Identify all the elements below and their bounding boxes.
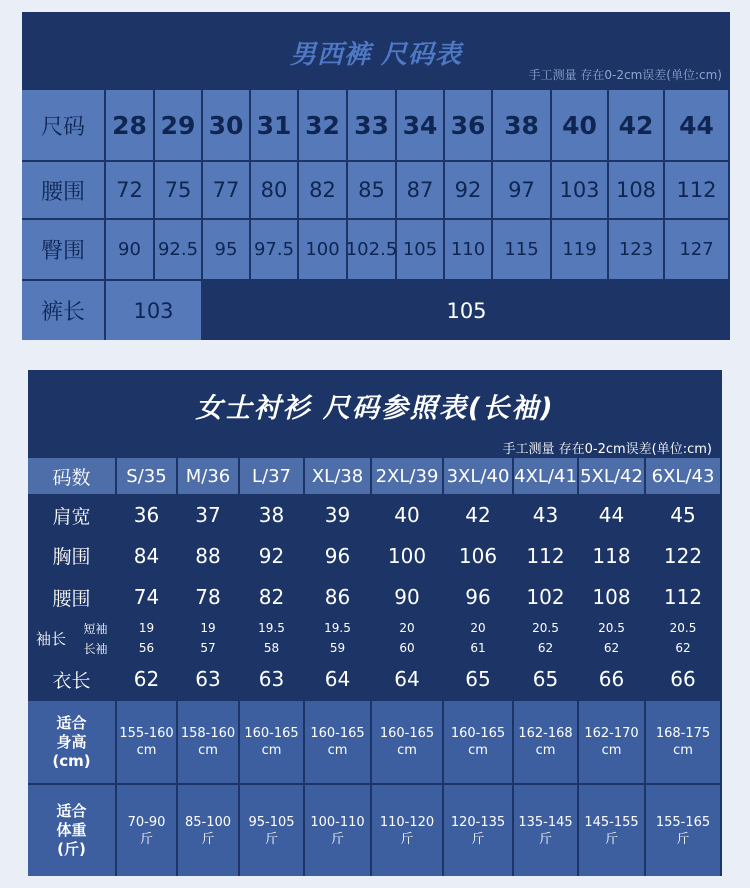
pants-sizes-cell: 44	[665, 90, 728, 160]
pants-hip-cell: 90	[106, 220, 153, 279]
weight-cell	[579, 785, 644, 876]
pants-sizes-cell: 30	[203, 90, 249, 160]
shirt-chest-label: 胸围	[28, 536, 115, 575]
pants-waist-cell: 75	[155, 162, 201, 218]
weight-range: 70-90	[127, 814, 166, 830]
shirt-chest-cell: 96	[305, 536, 370, 575]
shirt-waist-cell: 96	[444, 577, 512, 617]
pants-waist-cell: 97	[493, 162, 550, 218]
height-unit: cm	[397, 743, 417, 758]
pants-sizes-cell: 40	[552, 90, 607, 160]
pants-sizes-cell: 38	[493, 90, 550, 160]
weight-cell	[372, 785, 442, 876]
short-sleeve-cell: 20	[372, 619, 442, 637]
height-unit: cm	[136, 743, 157, 758]
weight-range: 145-155	[584, 814, 639, 830]
pants-hip-cell: 119	[552, 220, 607, 279]
height-unit: cm	[468, 743, 488, 758]
height-range: 162-168	[518, 726, 573, 741]
pants-sizes-cell: 31	[251, 90, 297, 160]
shirt-chest-cell: 118	[579, 536, 644, 575]
weight-range: 85-100	[184, 814, 232, 830]
pants-waist-cell: 85	[348, 162, 395, 218]
shirt-waist-cell: 112	[646, 577, 720, 617]
shirt-shoulder-cell: 37	[178, 496, 238, 534]
short-sleeve-cell: 20.5	[514, 619, 577, 637]
height-cell	[305, 701, 370, 783]
pants-hip-cell: 97.5	[251, 220, 297, 279]
height-cell	[117, 701, 176, 783]
pants-sizes-cell: 32	[299, 90, 346, 160]
shirt-sizes-cell: 6XL/43	[646, 458, 720, 494]
shirt-shoulder-cell: 43	[514, 496, 577, 534]
height-label-line: (cm)	[52, 751, 91, 770]
shirt-length-cell: 64	[305, 659, 370, 699]
shirt-shoulder-cell: 36	[117, 496, 176, 534]
height-range: 160-165	[244, 726, 299, 741]
short-sleeve-cell: 19	[178, 619, 238, 637]
height-row-label	[28, 701, 115, 783]
weight-unit: 斤	[471, 831, 485, 847]
height-unit: cm	[535, 743, 556, 758]
pants-length-cell: 103	[106, 281, 201, 340]
waist-row-label: 腰围	[22, 162, 104, 218]
shirt-waist-cell: 82	[240, 577, 303, 617]
pants-waist-cell: 87	[397, 162, 443, 218]
shirt-length-label: 衣长	[28, 659, 115, 699]
pants-sizes-cell: 34	[397, 90, 443, 160]
shirt-sizes-cell: M/36	[178, 458, 238, 494]
height-cell	[372, 701, 442, 783]
shirt-chest-cell: 112	[514, 536, 577, 575]
shirt-sizes-cell: 3XL/40	[444, 458, 512, 494]
shirt-length-cell: 65	[514, 659, 577, 699]
pants-waist-cell: 77	[203, 162, 249, 218]
height-cell	[579, 701, 644, 783]
pants-hip-cell: 123	[609, 220, 663, 279]
shirt-sizes-cell: S/35	[117, 458, 176, 494]
weight-cell	[305, 785, 370, 876]
short-sleeve-cell: 20	[444, 619, 512, 637]
weight-unit: 斤	[676, 831, 690, 847]
shirt-waist-label: 腰围	[28, 577, 115, 617]
long-sleeve-cell: 56	[117, 639, 176, 657]
height-cell	[444, 701, 512, 783]
weight-unit: 斤	[201, 831, 215, 847]
shirt-shoulder-cell: 38	[240, 496, 303, 534]
pants-hip-cell: 105	[397, 220, 443, 279]
pants-waist-cell: 82	[299, 162, 346, 218]
pants-sizes-cell: 36	[445, 90, 491, 160]
shirt-measure-note: 手工测量 存在0-2cm误差(单位:cm)	[502, 442, 712, 457]
weight-row-label	[28, 785, 115, 876]
height-unit: cm	[601, 743, 622, 758]
shirt-waist-cell: 108	[579, 577, 644, 617]
shirt-sizes-label: 码数	[28, 458, 115, 494]
pants-waist-cell: 103	[552, 162, 607, 218]
height-range: 162-170	[584, 726, 639, 741]
pants-waist-cell: 112	[665, 162, 728, 218]
shirt-shoulder-cell: 40	[372, 496, 442, 534]
long-sleeve-label: 长袖	[76, 639, 115, 657]
pants-hip-cell: 127	[665, 220, 728, 279]
long-sleeve-cell: 61	[444, 639, 512, 657]
weight-label-line: (斤)	[57, 840, 86, 858]
pants-chart-title: 男西裤 尺码表	[289, 40, 463, 70]
shirt-length-cell: 66	[579, 659, 644, 699]
height-range: 160-165	[379, 726, 435, 741]
shirt-sizes-cell: L/37	[240, 458, 303, 494]
weight-unit: 斤	[139, 831, 153, 847]
weight-label-line: 体重	[56, 821, 87, 839]
shirt-chest-cell: 88	[178, 536, 238, 575]
pants-sizes-cell: 29	[155, 90, 201, 160]
short-sleeve-cell: 20.5	[646, 619, 720, 637]
short-sleeve-label: 短袖	[76, 619, 115, 637]
shirt-sizes-cell: 4XL/41	[514, 458, 577, 494]
pants-measure-note: 手工测量 存在0-2cm误差(单位:cm)	[528, 68, 722, 82]
weight-unit: 斤	[330, 831, 344, 847]
shirt-length-cell: 63	[178, 659, 238, 699]
pants-hip-cell: 115	[493, 220, 550, 279]
pants-hip-cell: 95	[203, 220, 249, 279]
weight-cell	[514, 785, 577, 876]
shirt-length-cell: 63	[240, 659, 303, 699]
shirt-shoulder-cell: 39	[305, 496, 370, 534]
weight-cell	[178, 785, 238, 876]
height-unit: cm	[673, 743, 693, 758]
weight-range: 100-110	[310, 814, 365, 830]
weight-range: 120-135	[450, 814, 506, 830]
weight-unit: 斤	[604, 831, 618, 847]
pants-hip-cell: 92.5	[155, 220, 201, 279]
long-sleeve-cell: 62	[514, 639, 577, 657]
weight-cell	[646, 785, 720, 876]
height-range: 160-165	[450, 726, 506, 741]
shirt-waist-cell: 102	[514, 577, 577, 617]
height-range: 168-175	[655, 726, 711, 741]
shirt-waist-cell: 78	[178, 577, 238, 617]
long-sleeve-cell: 60	[372, 639, 442, 657]
height-range: 160-165	[310, 726, 365, 741]
long-sleeve-cell: 57	[178, 639, 238, 657]
pants-hip-cell: 110	[445, 220, 491, 279]
shirt-length-cell: 62	[117, 659, 176, 699]
height-unit: cm	[327, 743, 348, 758]
shirt-sizes-cell: 2XL/39	[372, 458, 442, 494]
pants-waist-cell: 72	[106, 162, 153, 218]
shirt-shoulder-cell: 42	[444, 496, 512, 534]
weight-unit: 斤	[400, 831, 414, 847]
weight-unit: 斤	[538, 831, 552, 847]
weight-cell	[240, 785, 303, 876]
weight-unit: 斤	[264, 831, 278, 847]
hip-row-label: 臀围	[22, 220, 104, 279]
pants-hip-cell: 102.5	[348, 220, 395, 279]
weight-range: 110-120	[379, 814, 435, 830]
shirt-chest-cell: 100	[372, 536, 442, 575]
shirt-length-cell: 65	[444, 659, 512, 699]
shirt-sleeve-label: 袖长	[28, 619, 74, 657]
shirt-length-cell: 64	[372, 659, 442, 699]
short-sleeve-cell: 19.5	[240, 619, 303, 637]
shirt-shoulder-cell: 45	[646, 496, 720, 534]
shirt-shoulder-cell: 44	[579, 496, 644, 534]
pants-waist-cell: 80	[251, 162, 297, 218]
pants-hip-cell: 100	[299, 220, 346, 279]
weight-range: 95-105	[248, 814, 295, 830]
pants-sizes-cell: 28	[106, 90, 153, 160]
shirt-sizes-cell: XL/38	[305, 458, 370, 494]
pants-waist-cell: 92	[445, 162, 491, 218]
pants-length-cell: 105	[203, 281, 730, 340]
shirt-chest-cell: 106	[444, 536, 512, 575]
shirt-chest-cell: 92	[240, 536, 303, 575]
height-cell	[514, 701, 577, 783]
height-cell	[646, 701, 720, 783]
height-range: 158-160	[180, 726, 236, 741]
shirt-length-cell: 66	[646, 659, 720, 699]
shirt-chest-cell: 122	[646, 536, 720, 575]
shirt-chart-title: 女士衬衫 尺码参照表(长袖)	[195, 393, 555, 424]
height-range: 155-160	[119, 726, 174, 741]
height-unit: cm	[261, 743, 282, 758]
shirt-shoulder-label: 肩宽	[28, 496, 115, 534]
weight-range: 135-145	[518, 814, 573, 830]
short-sleeve-cell: 19	[117, 619, 176, 637]
height-cell	[178, 701, 238, 783]
long-sleeve-cell: 62	[579, 639, 644, 657]
pants-sizes-cell: 33	[348, 90, 395, 160]
height-cell	[240, 701, 303, 783]
height-label-line: 身高	[56, 732, 87, 751]
weight-range: 155-165	[655, 814, 711, 830]
weight-cell	[117, 785, 176, 876]
shirt-waist-cell: 90	[372, 577, 442, 617]
shirt-chest-cell: 84	[117, 536, 176, 575]
shirt-sizes-cell: 5XL/42	[579, 458, 644, 494]
size-row-label: 尺码	[22, 90, 104, 160]
shirt-size-chart	[28, 370, 722, 876]
pants-size-chart	[22, 12, 730, 340]
long-sleeve-cell: 58	[240, 639, 303, 657]
height-unit: cm	[198, 743, 218, 758]
length-row-label: 裤长	[22, 281, 104, 340]
pants-waist-cell: 108	[609, 162, 663, 218]
long-sleeve-cell: 59	[305, 639, 370, 657]
weight-label-line: 适合	[56, 802, 87, 820]
weight-cell	[444, 785, 512, 876]
short-sleeve-cell: 19.5	[305, 619, 370, 637]
shirt-waist-cell: 86	[305, 577, 370, 617]
long-sleeve-cell: 62	[646, 639, 720, 657]
shirt-waist-cell: 74	[117, 577, 176, 617]
pants-sizes-cell: 42	[609, 90, 663, 160]
height-label-line: 适合	[56, 713, 87, 732]
short-sleeve-cell: 20.5	[579, 619, 644, 637]
